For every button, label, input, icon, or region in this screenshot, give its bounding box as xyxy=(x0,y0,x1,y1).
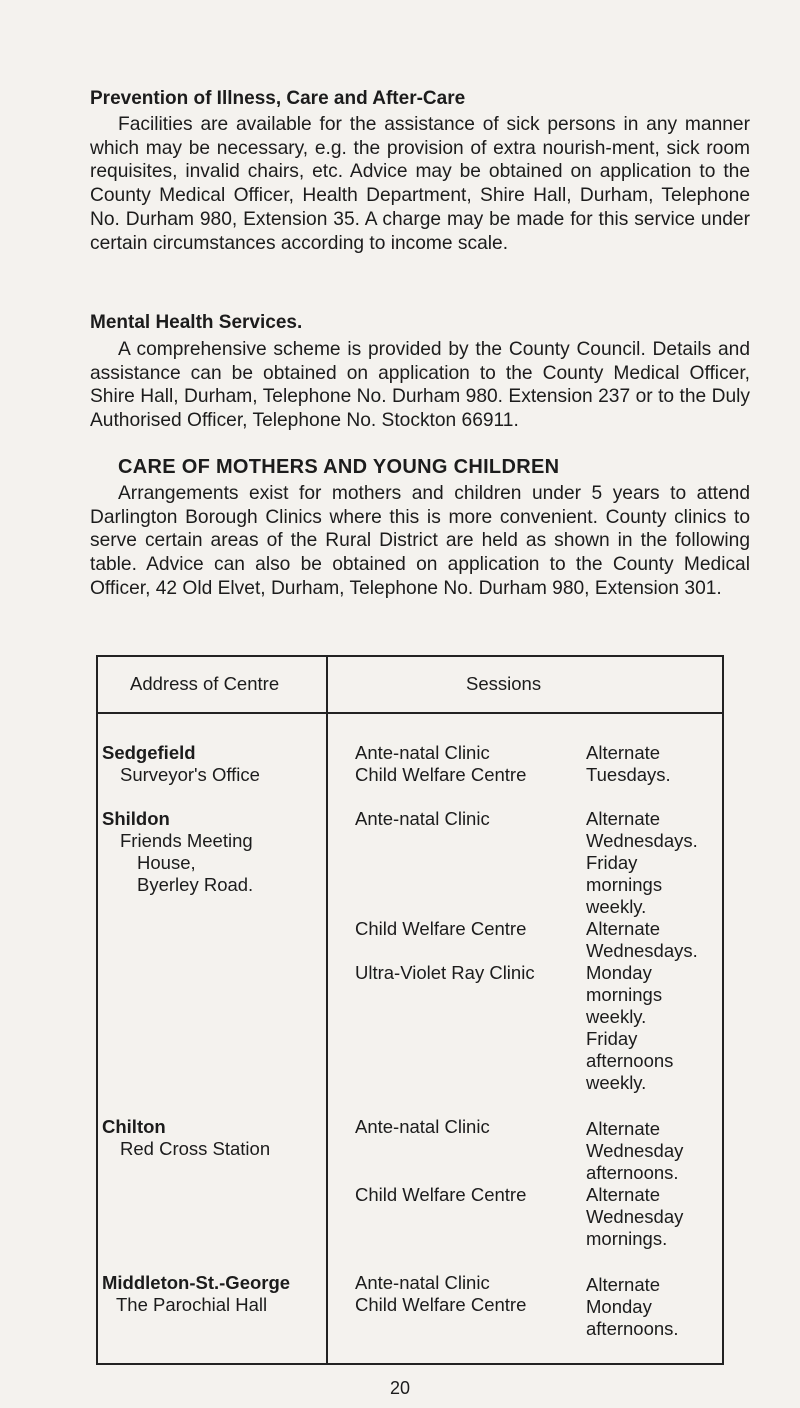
row-clinic-name: Ante-natal Clinic xyxy=(355,1116,490,1137)
row-clinic-name: Child Welfare Centre xyxy=(355,1294,527,1315)
section-body-care: Arrangements exist for mothers and children under 5 years to attend Darlington Borough Clinics where this is more convenient. County clinics to serve certain areas of the Rural District are held as shown in the following table. Advice can also be obtained on application to the County Medical Officer, 42 Old Elvet, Durham, Telephone No. Durham 980, Extension 301. xyxy=(90,483,750,599)
row-session-time: Alternate xyxy=(586,1118,661,1139)
row-session-time: Wednesdays. xyxy=(586,940,698,961)
row-clinic-name: Ante-natal Clinic xyxy=(355,742,490,763)
row-session-time: afternoons. xyxy=(586,1318,679,1339)
row-centre-name: Sedgefield xyxy=(102,742,196,763)
table-border-right xyxy=(722,655,724,1365)
row-address-line: Surveyor's Office xyxy=(120,764,260,785)
row-address-line: Red Cross Station xyxy=(120,1138,271,1159)
page-number: 20 xyxy=(389,1378,411,1398)
table-header-divider xyxy=(96,712,724,714)
section-body-mental: A comprehensive scheme is provided by the County Council. Details and assistance can be obtained on application to the County Medical Officer, Shire Hall, Durham, Telephone No. Durham 980. Extension 237 or to the Duly Authorised Officer, Telephone No. Stockton 66911. xyxy=(90,339,750,432)
row-session-time: mornings xyxy=(586,874,663,895)
row-session-time: Monday xyxy=(586,1296,652,1317)
row-session-time: weekly. xyxy=(586,1072,647,1093)
row-session-time: Alternate xyxy=(586,1184,661,1205)
row-session-time: Alternate xyxy=(586,1274,661,1295)
row-session-time: weekly. xyxy=(586,896,647,917)
row-session-time: Wednesday xyxy=(586,1206,684,1227)
row-clinic-name: Ultra-Violet Ray Clinic xyxy=(355,962,535,983)
row-address-line: Byerley Road. xyxy=(137,874,254,895)
row-centre-name: Shildon xyxy=(102,808,170,829)
row-session-time: afternoons. xyxy=(586,1162,679,1183)
row-centre-name: Middleton-St.-George xyxy=(102,1272,291,1293)
row-session-time: Wednesdays. xyxy=(586,830,698,851)
row-session-time: Alternate xyxy=(586,808,661,829)
row-session-time: Wednesday xyxy=(586,1140,684,1161)
table-border-left xyxy=(96,655,98,1365)
row-session-time: afternoons xyxy=(586,1050,674,1071)
table-header-sessions: Sessions xyxy=(466,673,542,694)
row-session-time: Alternate xyxy=(586,742,661,763)
row-clinic-name: Ante-natal Clinic xyxy=(355,808,490,829)
row-centre-name: Chilton xyxy=(102,1116,166,1137)
row-address-line: House, xyxy=(137,852,196,873)
section-body-prevention: Facilities are available for the assistance of sick persons in any manner which may be necessary, e.g. the provision of extra nourish-ment, sick room requisites, invalid chairs, etc. Advice may be obtained on application to the County Medical Officer, Health Department, Shire Hall, Durham, Telephone No. Durham 980, Extension 35. A charge may be made for this service under certain circumstances according to income scale. xyxy=(90,114,750,254)
section-heading-care: CARE OF MOTHERS AND YOUNG CHILDREN xyxy=(118,456,560,478)
row-session-time: Friday xyxy=(586,1028,638,1049)
row-session-time: Alternate xyxy=(586,918,661,939)
row-session-time: mornings. xyxy=(586,1228,668,1249)
row-clinic-name: Child Welfare Centre xyxy=(355,1184,527,1205)
table-border-bottom xyxy=(96,1363,724,1365)
row-session-time: weekly. xyxy=(586,1006,647,1027)
section-heading-mental: Mental Health Services. xyxy=(90,312,303,333)
table-header-address: Address of Centre xyxy=(130,673,280,694)
table-border-top xyxy=(96,655,724,657)
row-address-line: Friends Meeting xyxy=(120,830,253,851)
row-clinic-name: Ante-natal Clinic xyxy=(355,1272,490,1293)
row-clinic-name: Child Welfare Centre xyxy=(355,764,527,785)
row-session-time: mornings xyxy=(586,984,663,1005)
row-address-line: The Parochial Hall xyxy=(116,1294,268,1315)
row-session-time: Monday xyxy=(586,962,652,983)
row-clinic-name: Child Welfare Centre xyxy=(355,918,527,939)
row-session-time: Tuesdays. xyxy=(586,764,671,785)
row-session-time: Friday xyxy=(586,852,638,873)
section-heading-prevention: Prevention of Illness, Care and After-Care xyxy=(90,88,466,109)
table-column-divider xyxy=(326,655,328,1365)
